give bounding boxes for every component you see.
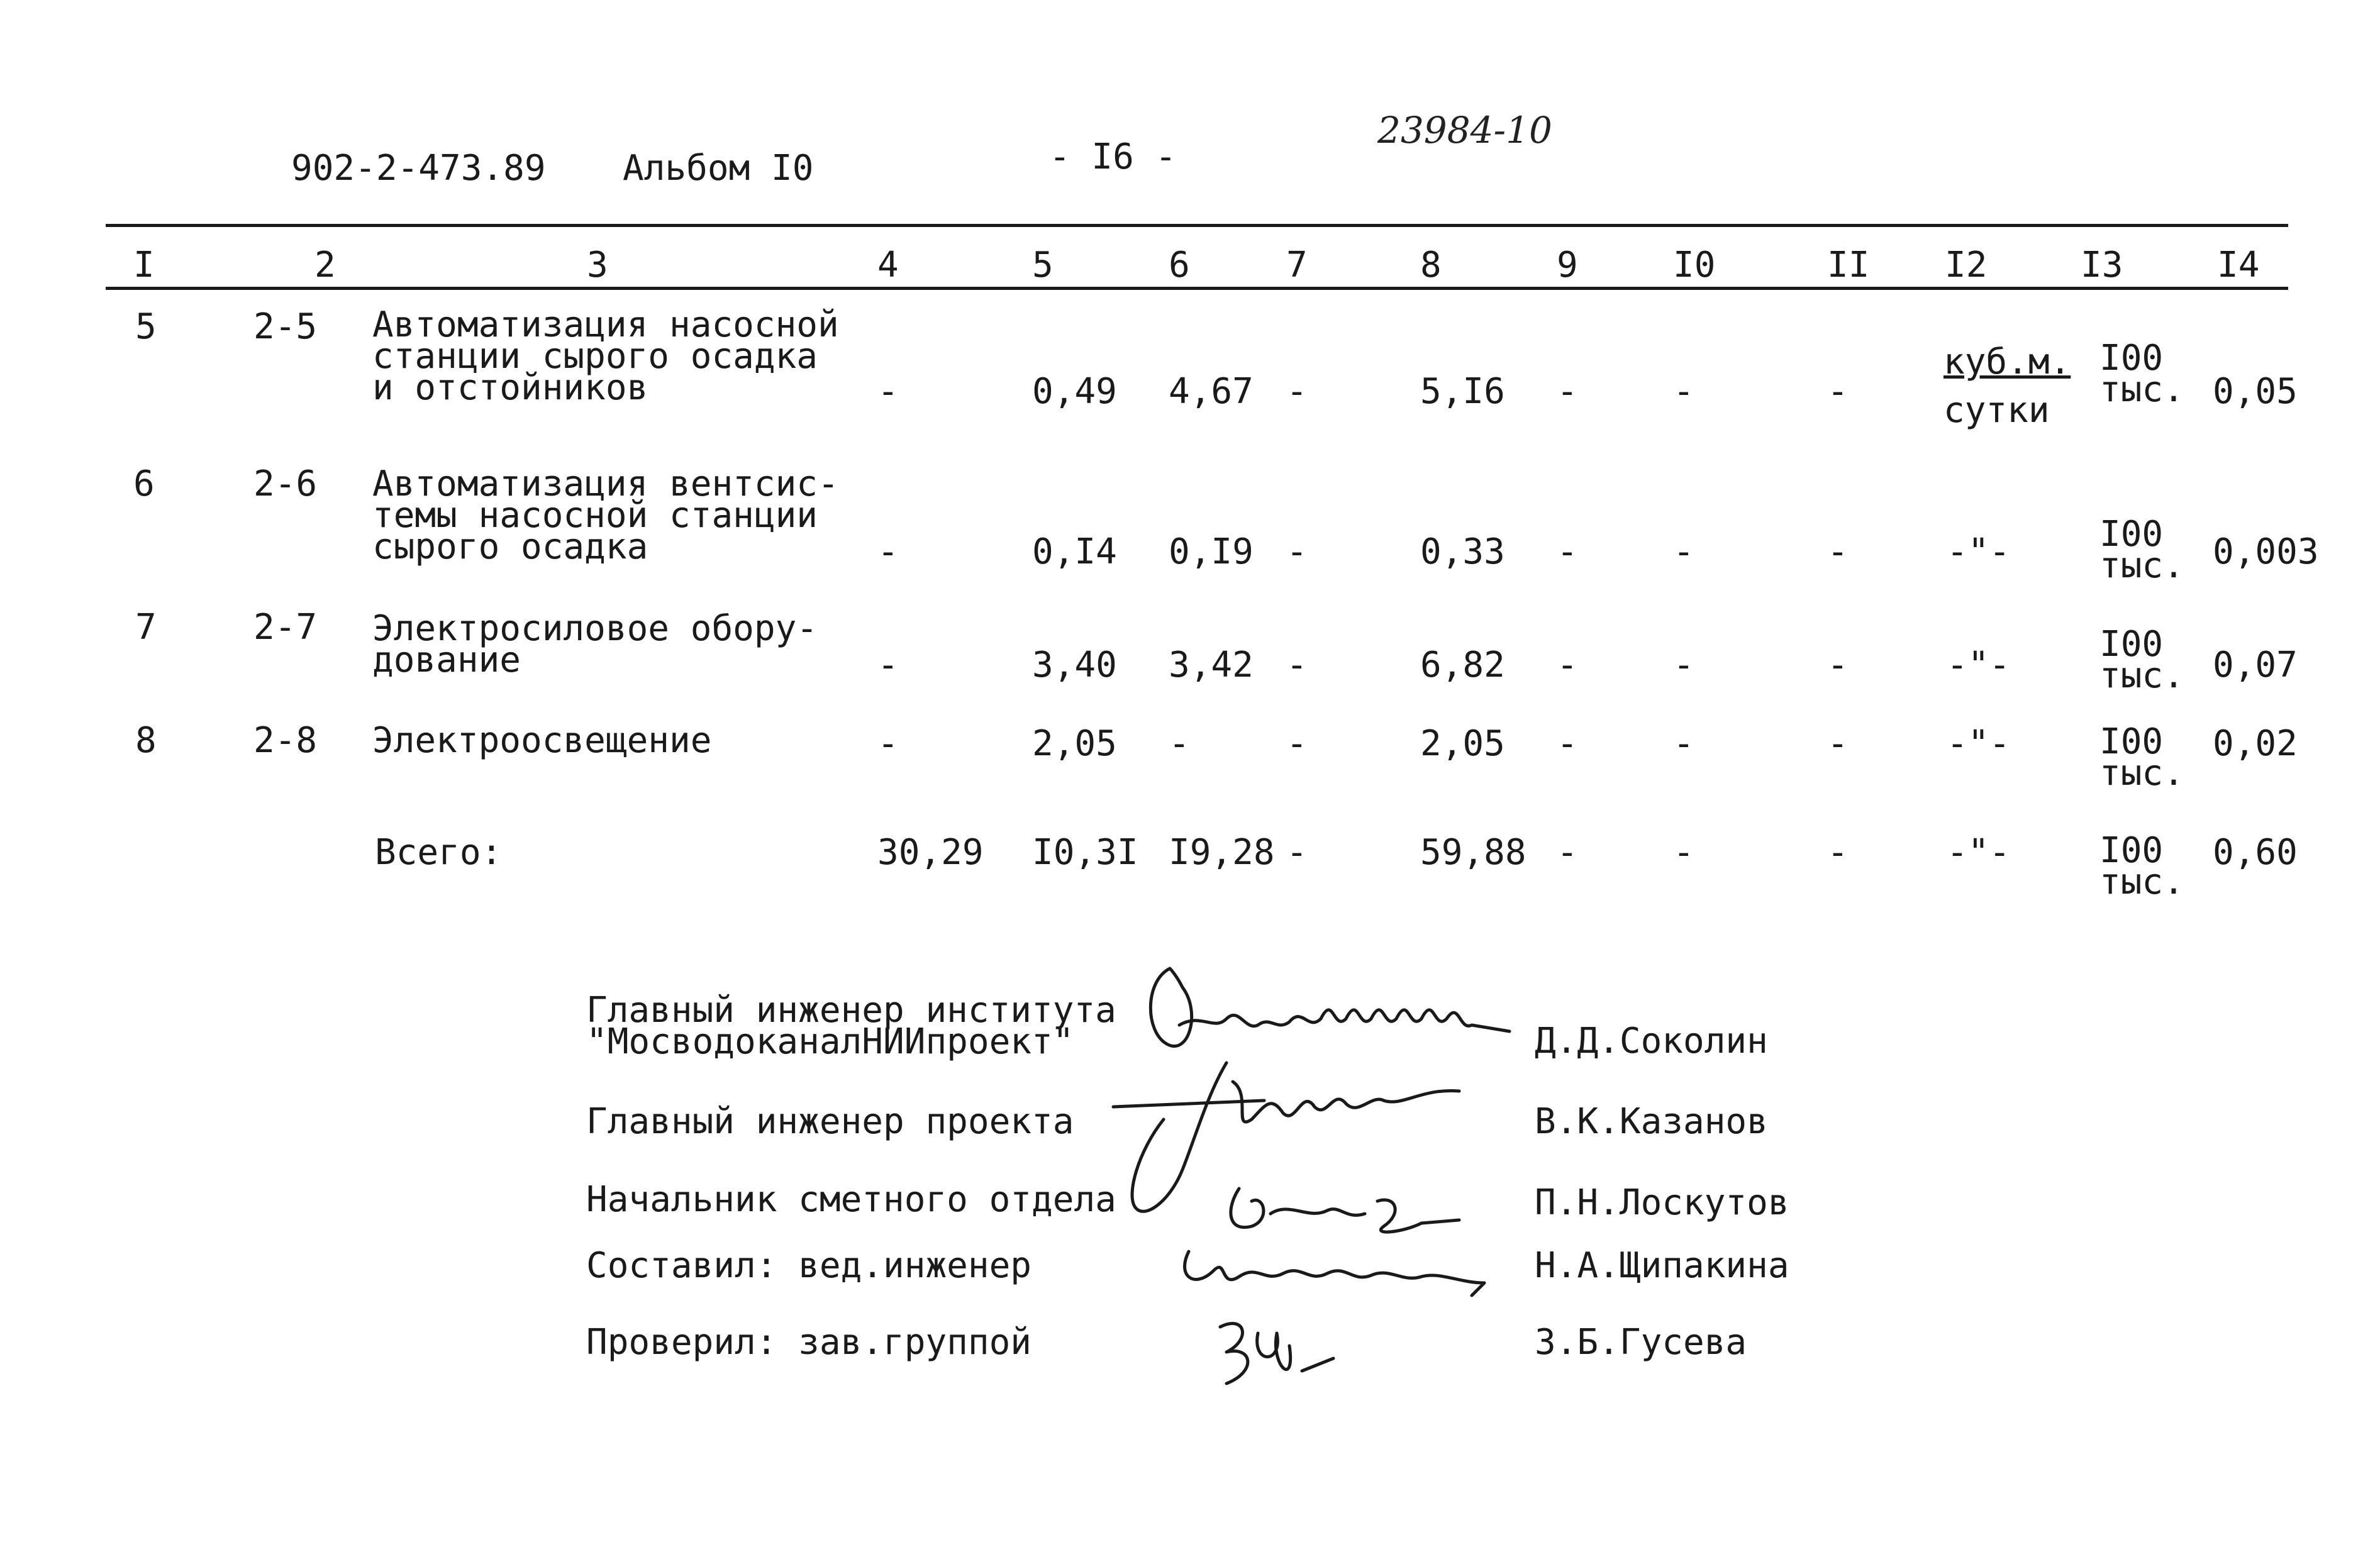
cell-col14: 0,07 bbox=[2213, 645, 2298, 685]
cell-col4: - bbox=[877, 531, 899, 572]
signatory-title: Начальник сметного отдела bbox=[586, 1179, 1116, 1220]
total-unit-ditto: -"- bbox=[1947, 832, 2011, 873]
column-header: I0 bbox=[1673, 245, 1716, 286]
signature-shchipakina bbox=[1170, 1239, 1497, 1302]
total-col14: 0,60 bbox=[2213, 832, 2298, 873]
cell-col7: - bbox=[1286, 723, 1308, 764]
column-header: 2 bbox=[314, 245, 336, 286]
signatory-name: Н.А.Щипакина bbox=[1535, 1245, 1789, 1286]
signatory-title: Проверил: зав.группой bbox=[586, 1322, 1032, 1363]
cell-col11: - bbox=[1827, 723, 1849, 764]
cell-col5: 3,40 bbox=[1032, 645, 1117, 685]
cell-col13: I00 тыс. bbox=[2099, 721, 2184, 794]
total-col11: - bbox=[1827, 832, 1849, 873]
cell-col14: 0,02 bbox=[2213, 723, 2298, 764]
cell-col6: 0,I9 bbox=[1169, 531, 1254, 572]
cell-col8: 0,33 bbox=[1420, 531, 1505, 572]
cell-col10: - bbox=[1673, 645, 1694, 685]
signatory-title: Главный инженер проекта bbox=[586, 1101, 1074, 1142]
cell-col9: - bbox=[1557, 371, 1578, 412]
cell-estimate-number: 2-8 bbox=[253, 720, 318, 761]
column-header: 6 bbox=[1169, 245, 1190, 286]
cell-col13: I00 тыс. bbox=[2099, 514, 2184, 586]
album-label: Альбом I0 bbox=[623, 148, 814, 189]
signatory-title: Главный инженер института "МосводоканалНИИпроект" bbox=[586, 990, 1116, 1062]
cell-col7: - bbox=[1286, 371, 1308, 412]
cell-unit-numerator: куб.м. bbox=[1943, 341, 2071, 382]
cell-estimate-number: 2-6 bbox=[253, 463, 318, 504]
cell-col10: - bbox=[1673, 723, 1694, 764]
total-label: Всего: bbox=[375, 832, 503, 873]
signature-loskutov bbox=[1214, 1176, 1478, 1245]
cell-col14: 0,003 bbox=[2213, 531, 2319, 572]
cell-col13: I00 тыс. bbox=[2099, 624, 2184, 696]
total-col9: - bbox=[1557, 832, 1578, 873]
cell-col4: - bbox=[877, 723, 899, 764]
column-header: 8 bbox=[1420, 245, 1442, 286]
cell-row-number: 6 bbox=[133, 463, 155, 504]
cell-col10: - bbox=[1673, 531, 1694, 572]
signatory-title: Составил: вед.инженер bbox=[586, 1245, 1032, 1286]
cell-col4: - bbox=[877, 371, 899, 412]
cell-description: Автоматизация вентсис- темы насосной станции сырого осадка bbox=[372, 463, 839, 567]
cell-col11: - bbox=[1827, 531, 1849, 572]
total-col6: I9,28 bbox=[1169, 832, 1275, 873]
cell-row-number: 7 bbox=[135, 607, 157, 648]
cell-col13: I00 тыс. bbox=[2099, 338, 2184, 410]
column-header: II bbox=[1827, 245, 1870, 286]
cell-col5: 0,I4 bbox=[1032, 531, 1117, 572]
cell-row-number: 8 bbox=[135, 720, 157, 761]
total-col4: 30,29 bbox=[877, 832, 984, 873]
cell-col8: 2,05 bbox=[1420, 723, 1505, 764]
column-header: 9 bbox=[1557, 245, 1578, 286]
cell-col5: 0,49 bbox=[1032, 371, 1117, 412]
column-header: I2 bbox=[1945, 245, 1988, 286]
column-header: 3 bbox=[587, 245, 608, 286]
cell-col5: 2,05 bbox=[1032, 723, 1117, 764]
cell-col11: - bbox=[1827, 371, 1849, 412]
cell-col10: - bbox=[1673, 371, 1694, 412]
table-header-rule bbox=[106, 287, 2288, 290]
column-header: 7 bbox=[1286, 245, 1308, 286]
signatory-name: П.Н.Лоскутов bbox=[1535, 1182, 1789, 1223]
signatory-name: Д.Д.Соколин bbox=[1535, 1021, 1768, 1062]
cell-col6: 3,42 bbox=[1169, 645, 1254, 685]
column-header: I3 bbox=[2081, 245, 2123, 286]
cell-unit-ditto: -"- bbox=[1947, 723, 2011, 764]
cell-estimate-number: 2-5 bbox=[253, 306, 318, 347]
cell-estimate-number: 2-7 bbox=[253, 607, 318, 648]
cell-unit-denominator: сутки bbox=[1943, 390, 2050, 431]
cell-row-number: 5 bbox=[135, 306, 157, 347]
cell-description: Электроосвещение bbox=[372, 720, 712, 761]
cell-col14: 0,05 bbox=[2213, 371, 2298, 412]
cell-description: Автоматизация насосной станции сырого осадка и отстойников bbox=[372, 304, 839, 408]
cell-col6: 4,67 bbox=[1169, 371, 1254, 412]
document-code: 902-2-473.89 bbox=[291, 148, 546, 189]
total-col7: - bbox=[1286, 832, 1308, 873]
total-col8: 59,88 bbox=[1420, 832, 1526, 873]
signatory-name: З.Б.Гусева bbox=[1535, 1322, 1747, 1363]
cell-col9: - bbox=[1557, 723, 1578, 764]
cell-col9: - bbox=[1557, 531, 1578, 572]
cell-col4: - bbox=[877, 645, 899, 685]
cell-col7: - bbox=[1286, 531, 1308, 572]
column-header: I4 bbox=[2217, 245, 2260, 286]
total-col5: I0,3I bbox=[1032, 832, 1138, 873]
column-header: 5 bbox=[1032, 245, 1054, 286]
page-number: - I6 - bbox=[1049, 136, 1177, 177]
total-col10: - bbox=[1673, 832, 1694, 873]
cell-col9: - bbox=[1557, 645, 1578, 685]
column-header: 4 bbox=[877, 245, 899, 286]
cell-unit-ditto: -"- bbox=[1947, 645, 2011, 685]
cell-description: Электросиловое обору- дование bbox=[372, 608, 818, 680]
cell-unit-ditto: -"- bbox=[1947, 531, 2011, 572]
handwritten-archive-number: 23984-10 bbox=[1377, 109, 1552, 152]
total-col13: I00 тыс. bbox=[2099, 830, 2184, 902]
cell-col8: 5,I6 bbox=[1420, 371, 1505, 412]
table-top-rule bbox=[106, 224, 2288, 227]
cell-col11: - bbox=[1827, 645, 1849, 685]
cell-col7: - bbox=[1286, 645, 1308, 685]
cell-col8: 6,82 bbox=[1420, 645, 1505, 685]
signature-guseva bbox=[1208, 1308, 1359, 1402]
cell-col6: - bbox=[1169, 723, 1190, 764]
column-header: I bbox=[133, 245, 155, 286]
signatory-name: В.К.Казанов bbox=[1535, 1101, 1768, 1142]
